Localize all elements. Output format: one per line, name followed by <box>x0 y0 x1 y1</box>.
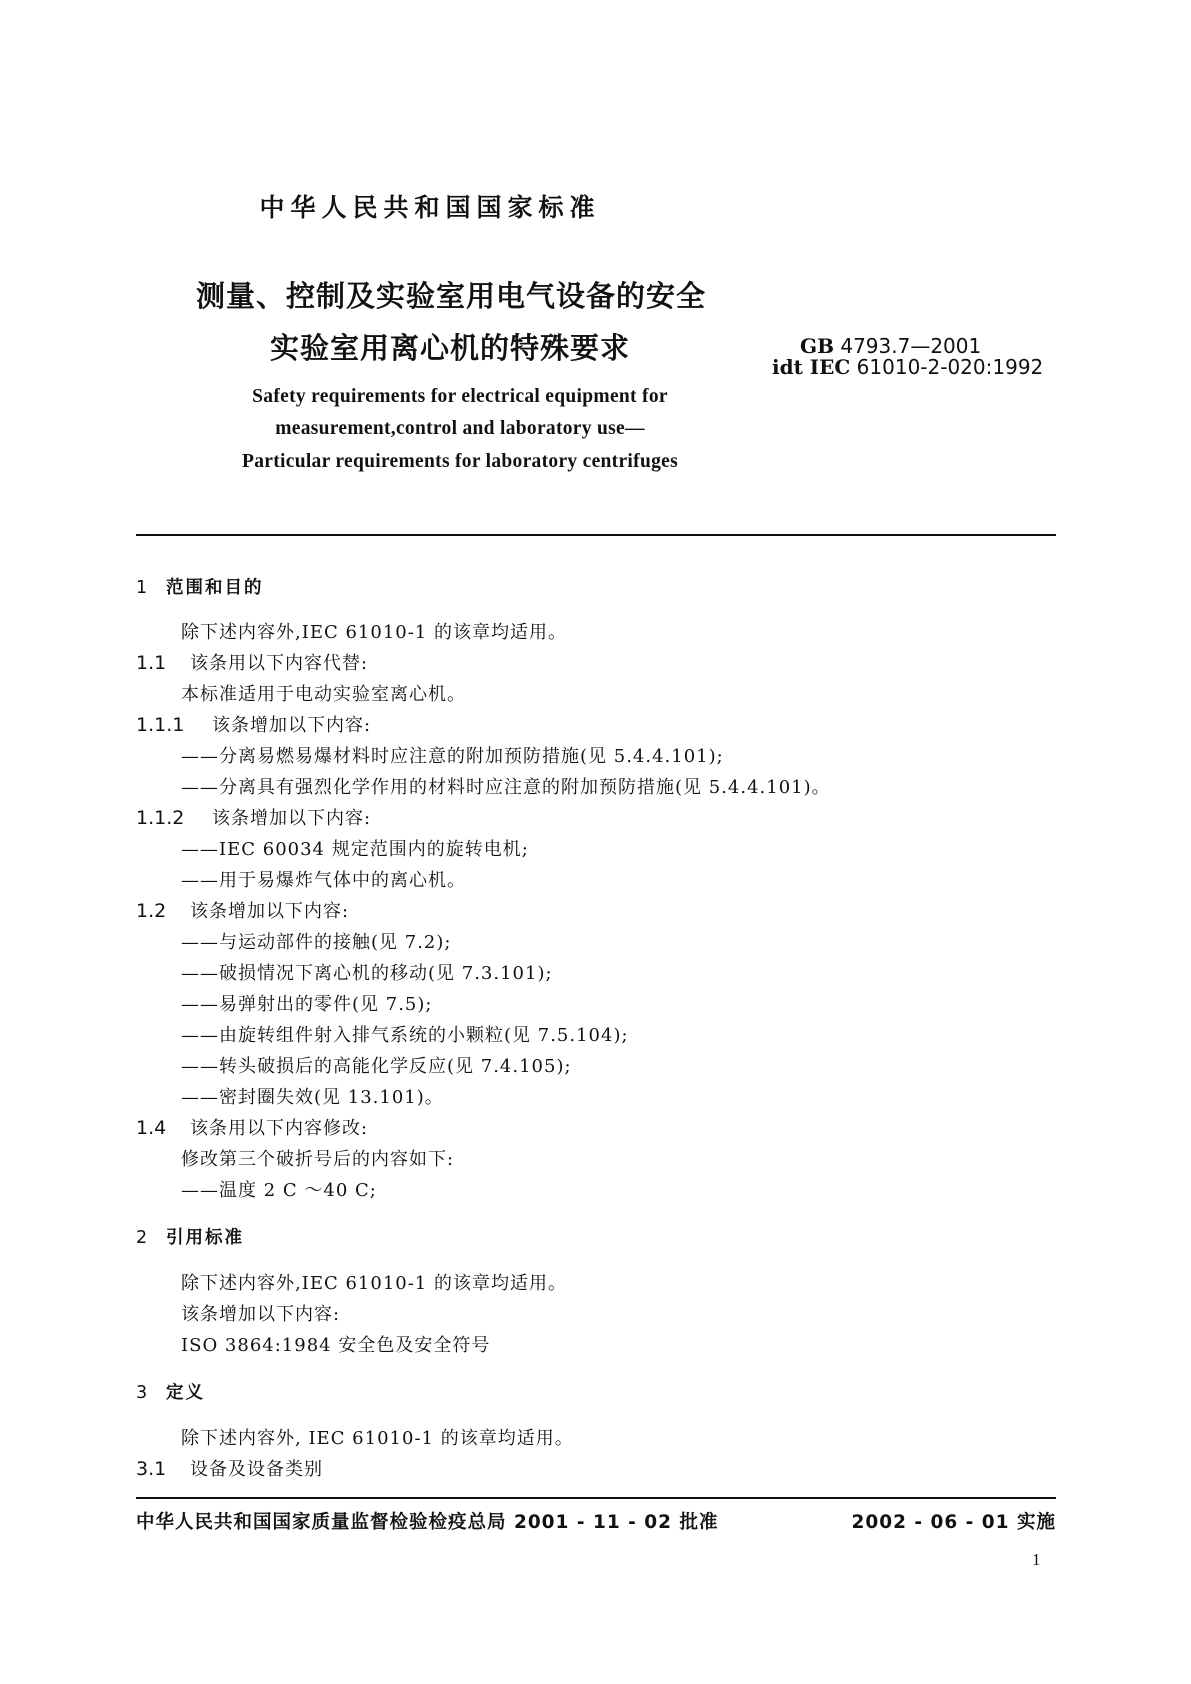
clause-text: 该条增加以下内容: <box>212 715 372 736</box>
section-heading <box>136 1224 244 1249</box>
list-item: ——用于易爆炸气体中的离心机。 <box>181 870 466 891</box>
standard-number-value: 4793.7—2001 <box>840 334 982 358</box>
header-divider <box>136 534 1056 536</box>
clause-text: 该条用以下内容代替: <box>190 653 369 674</box>
implementation-date: 2002 - 06 - 01 实施 <box>851 1512 1056 1533</box>
document-title-en-line1: Safety requirements for electrical equipment for <box>252 386 668 407</box>
section-heading <box>136 1379 205 1404</box>
clause-number: 1.1.1 <box>136 714 185 736</box>
body-text: 修改第三个破折号后的内容如下: <box>181 1149 455 1170</box>
clause-text: 该条用以下内容修改: <box>190 1118 369 1139</box>
list-item: ——密封圈失效(见 13.101)。 <box>181 1087 444 1108</box>
page-number: 1 <box>1032 1550 1041 1569</box>
document-title-en-line2: measurement,control and laboratory use— <box>275 418 645 439</box>
clause-number: 1.2 <box>136 900 167 922</box>
list-item: ——与运动部件的接触(见 7.2); <box>181 932 452 953</box>
body-text: 除下述内容外, IEC 61010-1 的该章均适用。 <box>181 1428 574 1449</box>
body-text: 该条增加以下内容: <box>181 1304 341 1325</box>
section-label: 范围和目的 <box>166 578 264 598</box>
clause-number: 1.1 <box>136 652 167 674</box>
idt-number-value: 61010-2-020:1992 <box>856 355 1044 379</box>
clause-heading <box>136 897 349 923</box>
body-text: 本标准适用于电动实验室离心机。 <box>181 684 466 705</box>
list-item: ——易弹射出的零件(见 7.5); <box>181 994 433 1015</box>
list-item: ——分离易燃易爆材料时应注意的附加预防措施(见 5.4.4.101); <box>181 746 724 767</box>
clause-number: 3.1 <box>136 1458 167 1480</box>
footer-divider <box>136 1497 1056 1499</box>
clause-heading <box>136 649 368 675</box>
list-item: ——温度 2 C ～40 C; <box>181 1180 377 1201</box>
document-title-zh-line1: 测量、控制及实验室用电气设备的安全 <box>196 279 707 313</box>
list-item: ——分离具有强烈化学作用的材料时应注意的附加预防措施(见 5.4.4.101)。 <box>181 777 831 798</box>
document-title-zh-line2: 实验室用离心机的特殊要求 <box>270 331 631 365</box>
clause-text: 该条增加以下内容: <box>190 901 350 922</box>
list-item: ——IEC 60034 规定范围内的旋转电机; <box>181 839 529 860</box>
clause-text: 设备及设备类别 <box>190 1459 323 1480</box>
clause-number: 1.1.2 <box>136 807 185 829</box>
national-standard-heading: 中华人民共和国国家标准 <box>259 193 601 222</box>
clause-number: 1.4 <box>136 1117 167 1139</box>
clause-text: 该条增加以下内容: <box>212 808 372 829</box>
body-text: 除下述内容外,IEC 61010-1 的该章均适用。 <box>181 1273 567 1294</box>
list-item: ——破损情况下离心机的移动(见 7.3.101); <box>181 963 553 984</box>
body-text: 除下述内容外,IEC 61010-1 的该章均适用。 <box>181 622 567 643</box>
body-text: ISO 3864:1984 安全色及安全符号 <box>181 1335 491 1356</box>
section-label: 定义 <box>166 1383 205 1403</box>
clause-heading <box>136 1455 323 1481</box>
section-number: 1 <box>136 578 148 598</box>
standard-number <box>800 336 981 356</box>
section-label: 引用标准 <box>166 1228 244 1248</box>
document-title-en-line3: Particular requirements for laboratory centrifuges <box>242 451 678 472</box>
idt-prefix: idt IEC <box>772 355 851 379</box>
approval-line: 中华人民共和国国家质量监督检验检疫总局 2001 - 11 - 02 批准 <box>136 1512 719 1533</box>
clause-heading <box>136 804 371 830</box>
section-number: 3 <box>136 1383 148 1403</box>
section-number: 2 <box>136 1228 148 1248</box>
standard-prefix: GB <box>800 334 834 358</box>
list-item: ——由旋转组件射入排气系统的小颗粒(见 7.5.104); <box>181 1025 629 1046</box>
clause-heading <box>136 711 371 737</box>
list-item: ——转头破损后的高能化学反应(见 7.4.105); <box>181 1056 572 1077</box>
section-heading <box>136 574 264 599</box>
clause-heading <box>136 1114 368 1140</box>
idt-reference <box>772 357 1043 377</box>
